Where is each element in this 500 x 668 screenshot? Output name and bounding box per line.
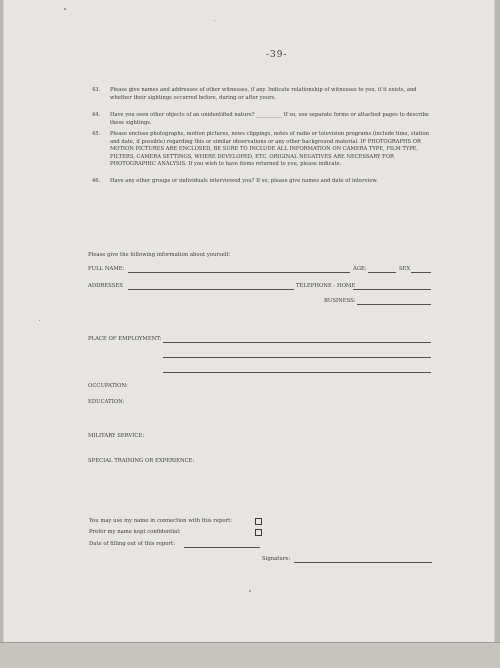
telephone-home-field[interactable] (353, 289, 431, 290)
use-name-checkbox[interactable] (255, 518, 262, 525)
question-text: Have any other groups or individuals interviewed you? If so, please give names and date of interview. (110, 178, 378, 184)
telephone-home-label: TELEPHONE - HOME (296, 283, 356, 289)
business-phone-label: BUSINESS: (324, 298, 356, 304)
page-number: -39- (266, 50, 288, 60)
occupation-label: OCCUPATION: (88, 383, 128, 389)
question-number: 45. (92, 131, 101, 137)
place-of-employment-field[interactable] (163, 342, 431, 343)
sex-label: SEX (399, 266, 411, 272)
addresses-field[interactable] (128, 289, 294, 290)
question-45 (92, 131, 437, 169)
personal-info-intro: Please give the following information about yourself: (88, 252, 231, 258)
question-text: Have you seen other objects of an unidentified nature? __________ If so, use separate forms or attached pages to describe these sightings. (110, 112, 429, 126)
date-filled-label: Date of filling out of this report: (89, 541, 175, 547)
question-number: 46. (92, 178, 101, 184)
use-name-label: You may use my name in connection with this report: (89, 518, 232, 524)
full-name-label: FULL NAME: (88, 266, 125, 272)
full-name-field[interactable] (128, 272, 350, 273)
signature-label: Signature: (262, 556, 291, 562)
scanner-bed-edge (0, 642, 500, 668)
keep-confidential-label: Prefer my name kept confidential: (89, 529, 181, 535)
question-text: Please enclose photographs, motion pictures, news clippings, notes of radio or television programs (include time, station and date, if possible) regarding this or similar observations or any other background material. IF PHOTOGRAPHS OR MOTION PICTURES ARE ENCLOSED, BE SURE TO INCLUDE ALL INFORMATION ON CAMERA TYPE, FILM TYPE, FILTERS, CAMERA SETTINGS, WHERE DEVELOPED, ETC. ORIGINAL NEGATIVES ARE NECESSARY FOR PHOTOGRAPHIC ANALYSIS. If you wish to have items returned to you, please indicate. (110, 131, 429, 168)
question-text: Please give names and addresses of other witnesses, if any. Indicate relationship of witnesses to you, if it exists, and whether their sightings occurred before, during or after yours. (110, 87, 417, 101)
place-of-employment-field-line-3[interactable] (163, 372, 431, 373)
signature-field[interactable] (294, 562, 432, 563)
scan-speck (214, 20, 215, 21)
date-filled-field[interactable] (184, 547, 260, 548)
age-field[interactable] (368, 272, 396, 273)
question-46 (92, 178, 437, 186)
sex-field[interactable] (411, 272, 431, 273)
scan-speck (39, 320, 40, 321)
scan-speck (249, 590, 251, 592)
form-page (4, 0, 494, 642)
question-43 (92, 87, 437, 102)
place-of-employment-label: PLACE OF EMPLOYMENT: (88, 336, 162, 342)
scan-speck (64, 8, 66, 10)
question-number: 43. (92, 87, 101, 93)
military-service-label: MILITARY SERVICE: (88, 433, 145, 439)
question-44 (92, 112, 437, 127)
addresses-label: ADDRESSES (88, 283, 123, 289)
education-label: EDUCATION: (88, 399, 125, 405)
special-training-label: SPECIAL TRAINING OR EXPERIENCE: (88, 458, 195, 464)
question-number: 44. (92, 112, 101, 118)
keep-confidential-checkbox[interactable] (255, 529, 262, 536)
business-phone-field[interactable] (357, 304, 431, 305)
age-label: AGE: (353, 266, 367, 272)
place-of-employment-field-line-2[interactable] (163, 357, 431, 358)
